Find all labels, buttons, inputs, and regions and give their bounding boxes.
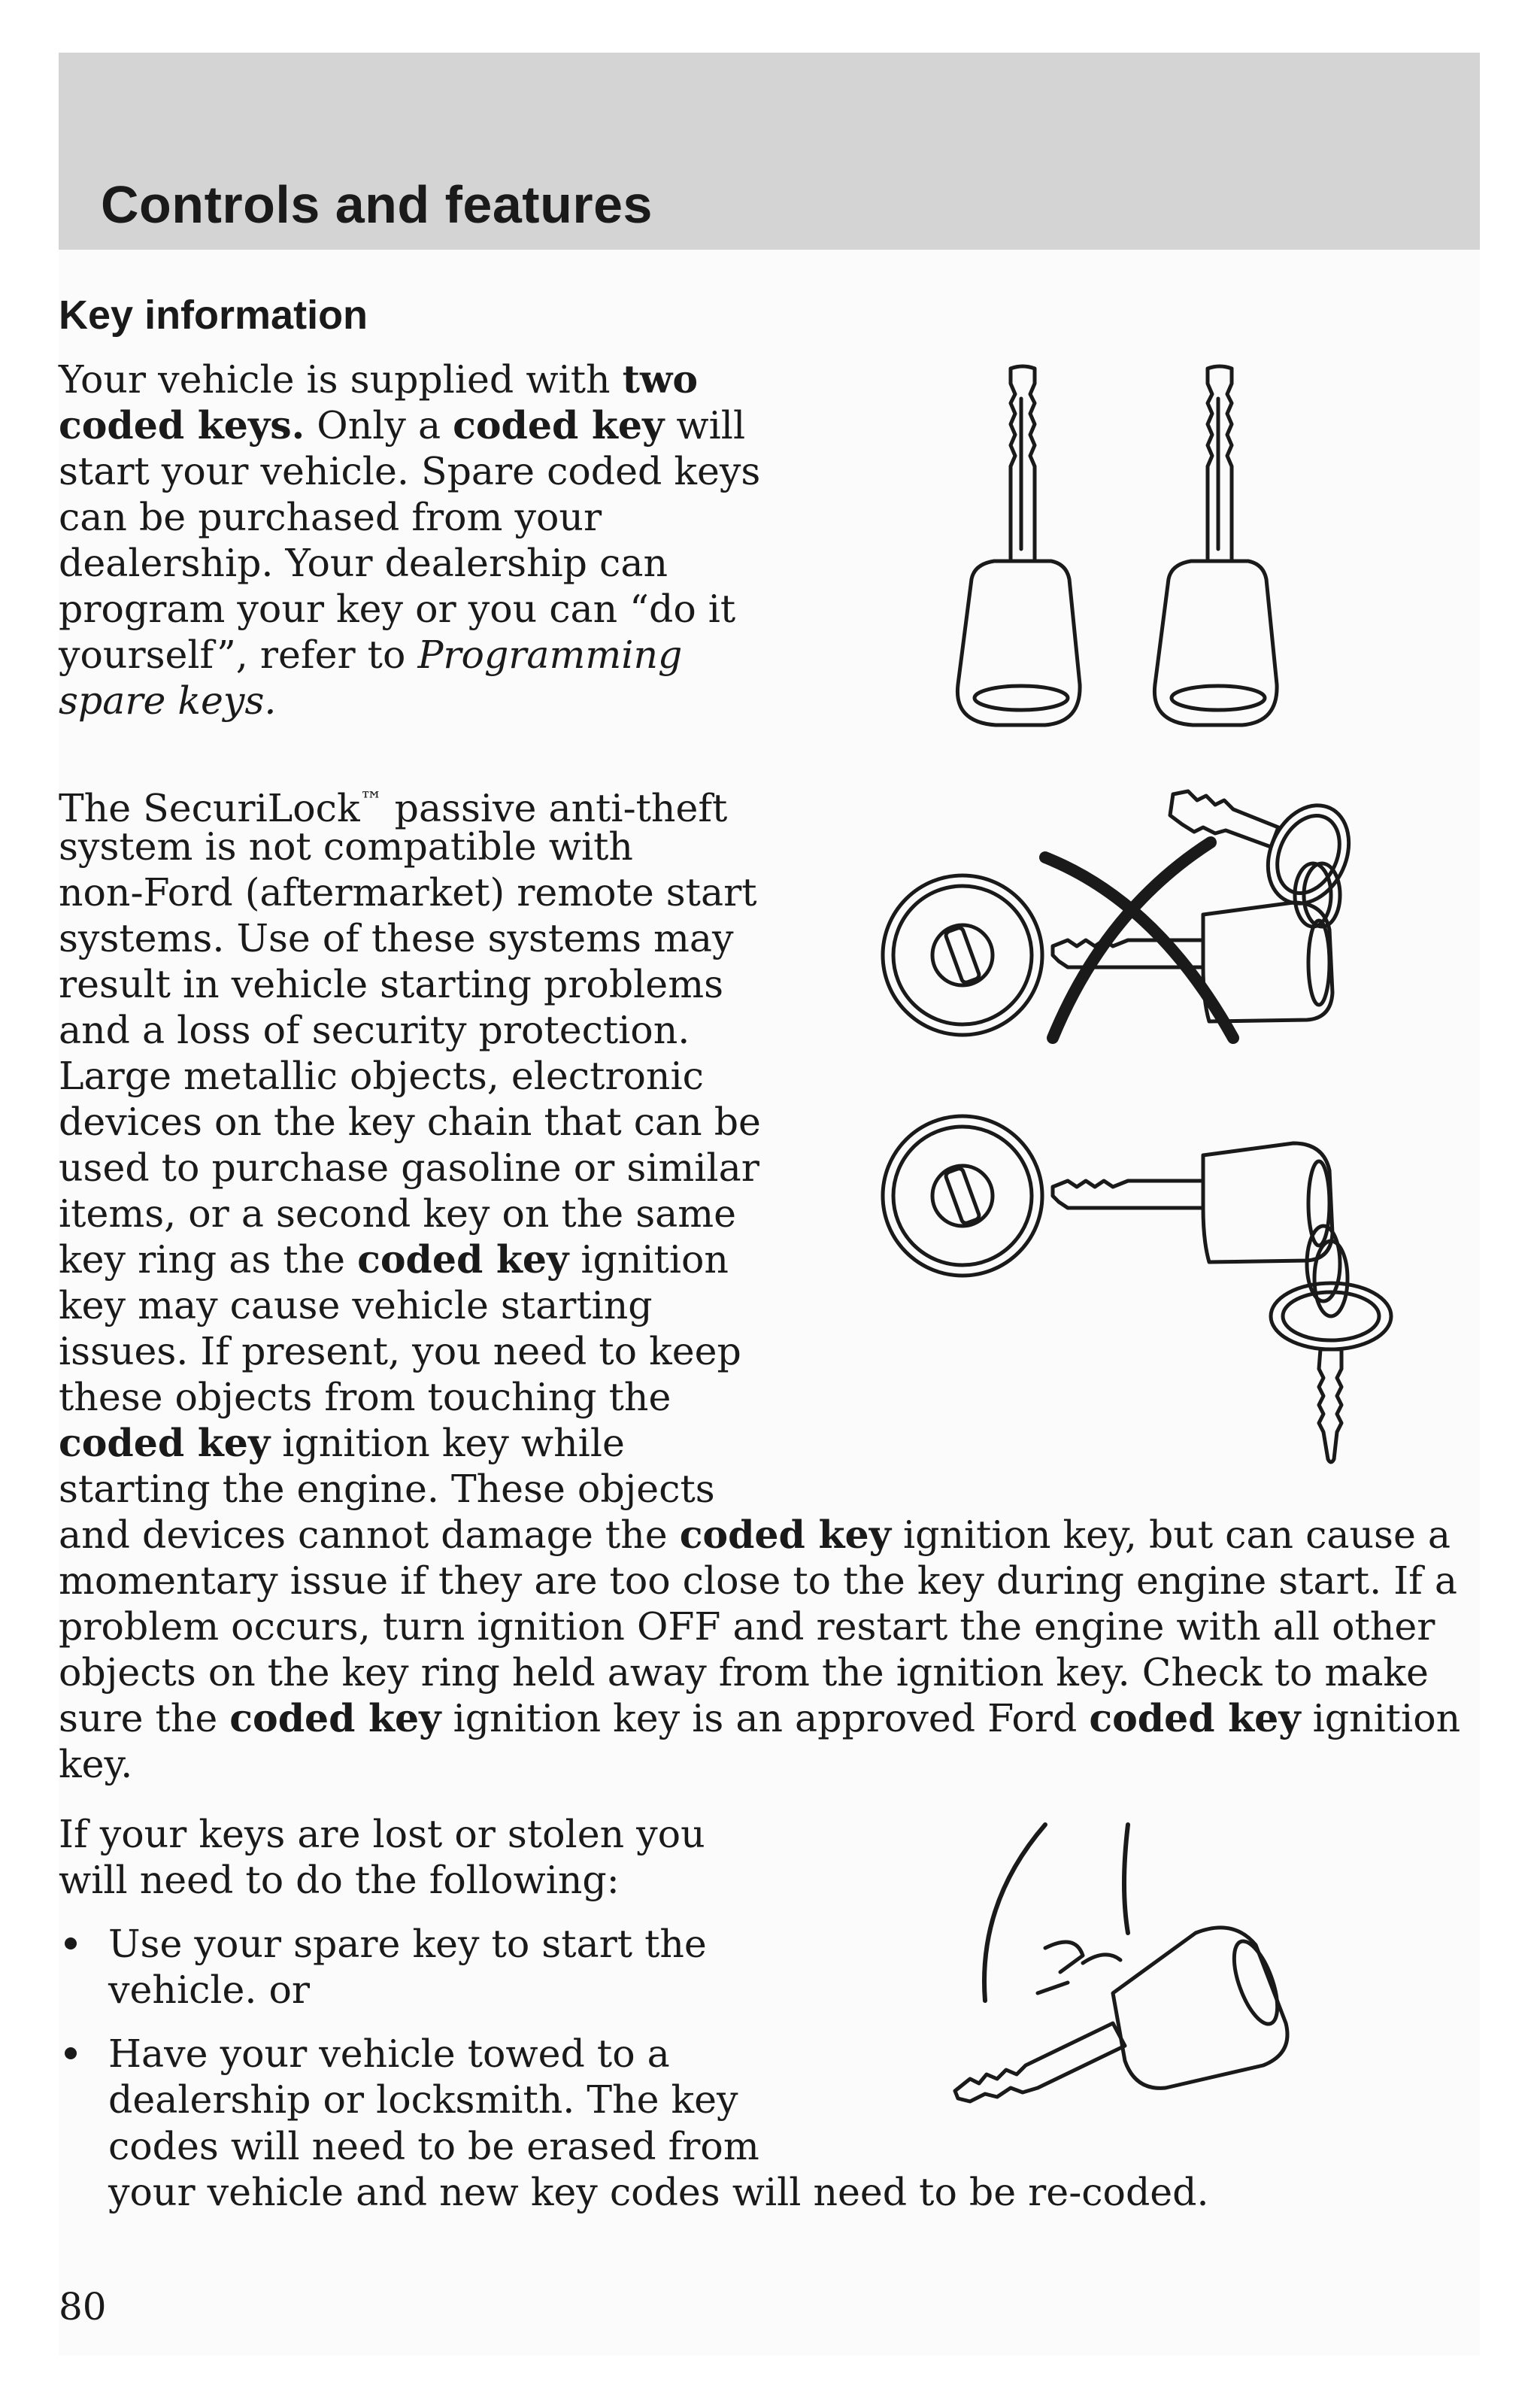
motion-lines-icon <box>984 1825 1128 2001</box>
text-line: used to purchase gasoline or similar <box>59 1145 759 1190</box>
text-line: spare keys. <box>59 678 277 723</box>
text-line: program your key or you can “do it <box>59 587 736 631</box>
text-line: objects on the key ring held away from the ignition key. Check to make <box>59 1650 1429 1695</box>
text-line: coded key ignition key while <box>59 1421 625 1465</box>
ignition-lock-icon <box>883 1116 1042 1276</box>
text-line: momentary issue if they are too close to the key during engine start. If a <box>59 1558 1457 1603</box>
ignition-lock-icon <box>883 875 1042 1035</box>
coded-key-icon <box>957 366 1080 725</box>
text-line: non-Ford (aftermarket) remote start <box>59 870 757 915</box>
text-line: issues. If present, you need to keep <box>59 1329 741 1373</box>
page-number: 80 <box>59 2285 107 2329</box>
text-line: start your vehicle. Spare coded keys <box>59 449 761 493</box>
incorrect-keychain-illustration <box>872 782 1369 1053</box>
text-line: If your keys are lost or stolen you <box>59 1812 705 1856</box>
text-line: dealership. Your dealership can <box>59 541 668 585</box>
bullet-text: Use your spare key to start the vehicle. or <box>108 1922 707 2013</box>
text-line: key may cause vehicle starting <box>59 1283 653 1327</box>
text-line: can be purchased from your <box>59 495 602 539</box>
text-line: these objects from touching the <box>59 1375 671 1419</box>
coded-key-icon <box>1154 366 1277 725</box>
text-line: systems. Use of these systems may <box>59 916 734 960</box>
key-in-ignition-icon <box>1053 1143 1332 1262</box>
text-line: yourself”, refer to Programming <box>59 633 683 677</box>
text-line: will need to do the following: <box>59 1858 620 1902</box>
text-line: coded keys. Only a coded key will <box>59 403 746 448</box>
text-line: problem occurs, turn ignition OFF and restart the engine with all other <box>59 1604 1435 1649</box>
text-line: and devices cannot damage the coded key ignition key, but can cause a <box>59 1513 1451 1557</box>
bullet-icon <box>65 2047 77 2059</box>
header-band <box>59 53 1480 250</box>
text-line: Large metallic objects, electronic <box>59 1054 704 1098</box>
text-line: key ring as the coded key ignition <box>59 1237 729 1282</box>
text-line: starting the engine. These objects <box>59 1467 715 1511</box>
text-line: result in vehicle starting problems <box>59 962 723 1006</box>
page-title: Controls and features <box>101 175 653 234</box>
section-heading: Key information <box>59 293 368 338</box>
text-line: The SecuriLock™ passive anti-theft <box>59 785 728 830</box>
text-line: sure the coded key ignition key is an approved Ford coded key ignition <box>59 1696 1461 1740</box>
turning-key-icon <box>955 1928 1287 2101</box>
bullet-text: Have your vehicle towed to a dealership or locksmith. The key codes will need to be erased from your vehicle and new key codes will need to be re-coded. <box>108 2031 1209 2214</box>
text-line: and a loss of security protection. <box>59 1008 690 1052</box>
text-line: key. <box>59 1742 133 1786</box>
text-line: Your vehicle is supplied with two <box>59 357 699 402</box>
text-line: items, or a second key on the same <box>59 1191 736 1236</box>
text-line: devices on the key chain that can be <box>59 1100 761 1144</box>
correct-keychain-illustration <box>872 1098 1414 1474</box>
ignition-start-illustration <box>932 1813 1323 2129</box>
coded-keys-illustration <box>932 353 1323 745</box>
bullet-icon <box>65 1937 77 1950</box>
text-line: system is not compatible with <box>59 824 633 869</box>
